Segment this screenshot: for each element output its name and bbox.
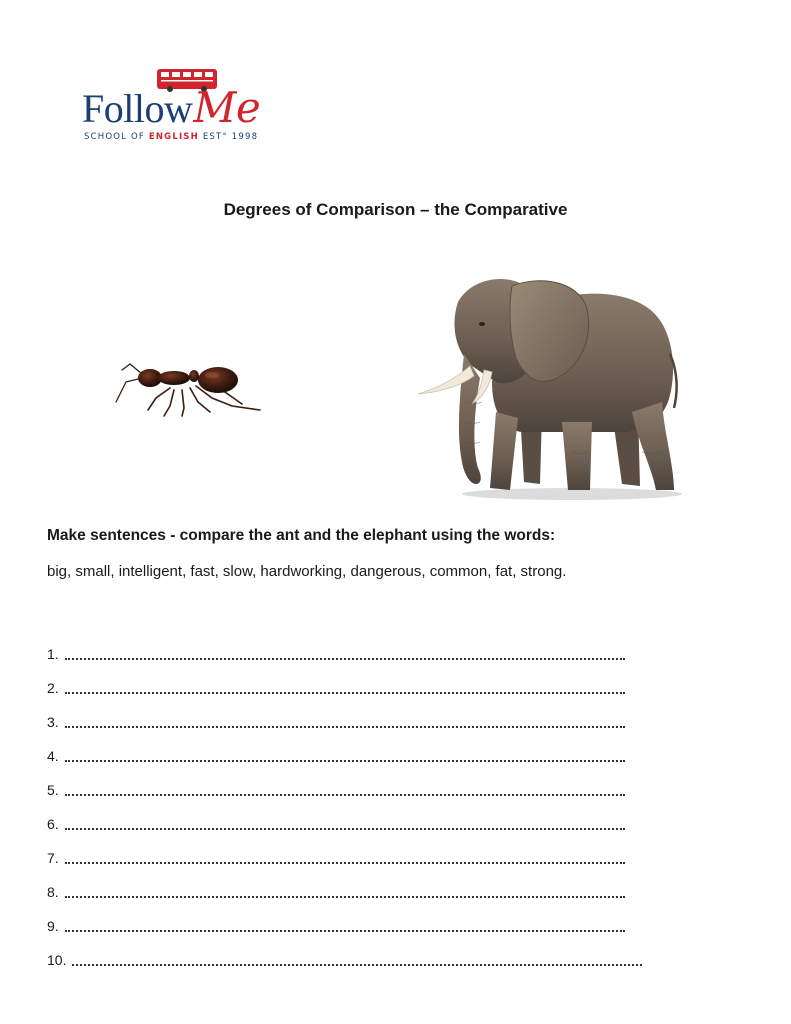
answer-number: 4. bbox=[47, 748, 59, 764]
answer-blank[interactable] bbox=[65, 644, 625, 660]
followme-logo bbox=[82, 68, 282, 144]
logo-word-follow: Follow bbox=[82, 86, 193, 131]
answer-line-7[interactable] bbox=[47, 832, 647, 866]
answer-line-9[interactable] bbox=[47, 900, 647, 934]
answer-line-5[interactable] bbox=[47, 764, 647, 798]
logo-tagline-prefix: SCHOOL OF bbox=[84, 132, 149, 142]
answer-number: 3. bbox=[47, 714, 59, 730]
ant-illustration bbox=[112, 350, 268, 420]
answer-number: 8. bbox=[47, 884, 59, 900]
page-title: Degrees of Comparison – the Comparative bbox=[223, 200, 568, 219]
answer-line-8[interactable] bbox=[47, 866, 647, 900]
logo-tagline-suffix: EST° 1998 bbox=[198, 132, 259, 142]
answer-line-4[interactable] bbox=[47, 730, 647, 764]
answer-blank[interactable] bbox=[65, 780, 625, 796]
answer-blank[interactable] bbox=[65, 848, 625, 864]
answer-number: 2. bbox=[47, 680, 59, 696]
logo-wordmark bbox=[82, 83, 261, 132]
logo-word-me: Me bbox=[193, 83, 261, 132]
answer-number: 1. bbox=[47, 646, 59, 662]
answer-blank[interactable] bbox=[65, 712, 625, 728]
answer-number: 9. bbox=[47, 918, 59, 934]
answer-line-1[interactable] bbox=[47, 628, 647, 662]
answer-number: 6. bbox=[47, 816, 59, 832]
instruction-text: Make sentences - compare the ant and the elephant using the words: bbox=[47, 527, 556, 544]
logo-tagline bbox=[84, 132, 258, 142]
answer-line-6[interactable] bbox=[47, 798, 647, 832]
answer-number: 7. bbox=[47, 850, 59, 866]
answer-blank[interactable] bbox=[72, 950, 642, 966]
answer-line-2[interactable] bbox=[47, 662, 647, 696]
answer-blank[interactable] bbox=[65, 678, 625, 694]
answer-blank[interactable] bbox=[65, 814, 625, 830]
answer-blank[interactable] bbox=[65, 746, 625, 762]
answer-number: 10. bbox=[47, 952, 67, 968]
answer-blank[interactable] bbox=[65, 882, 625, 898]
answer-line-3[interactable] bbox=[47, 696, 647, 730]
logo-tagline-english: ENGLISH bbox=[148, 132, 199, 142]
answer-line-10[interactable] bbox=[47, 934, 647, 968]
answer-blank[interactable] bbox=[65, 916, 625, 932]
answer-number: 5. bbox=[47, 782, 59, 798]
elephant-illustration bbox=[412, 262, 684, 502]
word-list: big, small, intelligent, fast, slow, hardworking, dangerous, common, fat, strong. bbox=[47, 563, 567, 580]
answer-lines bbox=[47, 628, 647, 968]
